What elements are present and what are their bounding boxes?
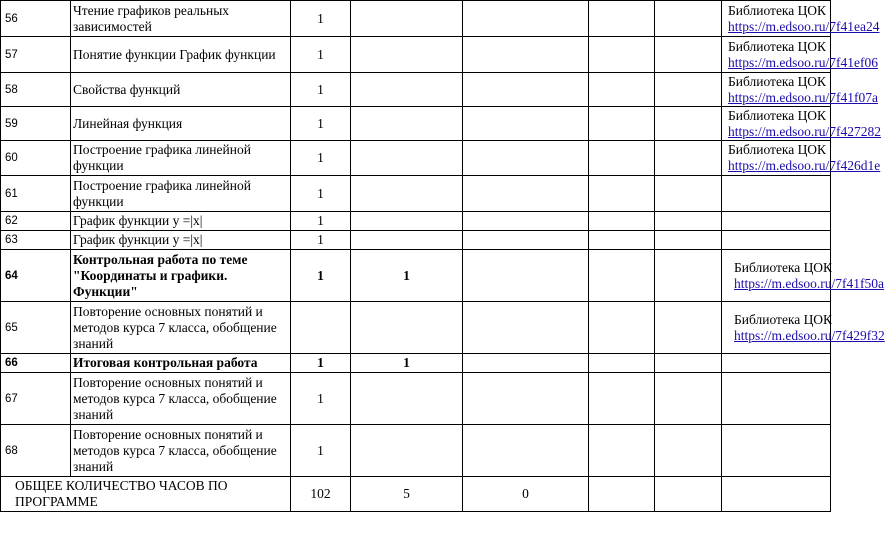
lesson-date	[589, 302, 655, 354]
lesson-number: 58	[1, 73, 71, 107]
total-label: ОБЩЕЕ КОЛИЧЕСТВО ЧАСОВ ПО ПРОГРАММЕ	[1, 477, 291, 512]
lesson-hours: 1	[291, 354, 351, 373]
lesson-hours	[291, 302, 351, 354]
lesson-practical	[463, 73, 589, 107]
lesson-date	[589, 212, 655, 231]
lesson-practical	[463, 425, 589, 477]
lesson-date	[655, 250, 722, 302]
lesson-date	[589, 176, 655, 212]
lesson-control	[351, 1, 463, 37]
lesson-date	[589, 250, 655, 302]
table-row	[1, 373, 831, 425]
resource-cell	[722, 250, 884, 302]
lesson-title: График функции y =|x|	[71, 212, 291, 231]
resource-cell	[722, 354, 831, 373]
lesson-title: Повторение основных понятий и методов курса 7 класса, обобщение знаний	[71, 425, 291, 477]
lesson-date	[589, 425, 655, 477]
lesson-number: 63	[1, 231, 71, 250]
resource-cell	[722, 212, 831, 231]
resource-link[interactable]: https://m.edsoo.ru/7f41f07a	[728, 89, 878, 105]
lesson-number: 59	[1, 107, 71, 141]
total-empty	[722, 477, 831, 512]
lesson-practical	[463, 250, 589, 302]
lesson-title: Повторение основных понятий и методов курса 7 класса, обобщение знаний	[71, 302, 291, 354]
lesson-control	[351, 176, 463, 212]
resource-cell	[722, 302, 885, 354]
lesson-number: 56	[1, 1, 71, 37]
total-empty	[655, 477, 722, 512]
lesson-control	[351, 107, 463, 141]
lesson-hours: 1	[291, 141, 351, 176]
resource-cell	[722, 176, 831, 212]
resource-cell	[722, 373, 831, 425]
resource-link[interactable]: https://m.edsoo.ru/7f41f50a	[734, 275, 884, 291]
total-empty	[589, 477, 655, 512]
lesson-date	[589, 231, 655, 250]
lesson-date	[655, 1, 722, 37]
lesson-title: Понятие функции График функции	[71, 37, 291, 73]
lesson-control	[351, 302, 463, 354]
lesson-date	[655, 176, 722, 212]
lesson-title: Построение графика линейной функции	[71, 176, 291, 212]
table-row	[1, 425, 831, 477]
lesson-control	[351, 37, 463, 73]
lesson-number: 66	[1, 354, 71, 373]
table-row	[1, 176, 831, 212]
lesson-title: Свойства функций	[71, 73, 291, 107]
lesson-number: 60	[1, 141, 71, 176]
table-row	[1, 1, 831, 37]
lesson-number: 57	[1, 37, 71, 73]
lesson-date	[589, 354, 655, 373]
resource-link[interactable]: https://m.edsoo.ru/7f41ea24	[728, 18, 880, 34]
resource-cell	[722, 425, 831, 477]
lesson-practical	[463, 373, 589, 425]
lesson-hours: 1	[291, 73, 351, 107]
lesson-practical	[463, 37, 589, 73]
lesson-control	[351, 212, 463, 231]
table-row	[1, 141, 831, 176]
lesson-date	[655, 373, 722, 425]
lesson-title: Линейная функция	[71, 107, 291, 141]
lesson-date	[655, 73, 722, 107]
lesson-practical	[463, 176, 589, 212]
lesson-hours: 1	[291, 212, 351, 231]
resource-cell	[722, 37, 878, 73]
lesson-hours: 1	[291, 176, 351, 212]
lesson-date	[655, 212, 722, 231]
library-label: Библиотека ЦОК	[734, 311, 832, 327]
lesson-date	[589, 1, 655, 37]
lesson-date	[589, 141, 655, 176]
resource-cell	[722, 73, 878, 107]
lesson-number: 62	[1, 212, 71, 231]
resource-link[interactable]: https://m.edsoo.ru/7f426d1e	[728, 158, 881, 173]
lesson-number: 65	[1, 302, 71, 354]
library-label: Библиотека ЦОК	[734, 259, 832, 275]
library-label: Библиотека ЦОК	[728, 38, 826, 54]
lesson-practical	[463, 231, 589, 250]
lesson-date	[655, 37, 722, 73]
lesson-date	[655, 354, 722, 373]
lesson-practical	[463, 354, 589, 373]
table-row	[1, 107, 831, 141]
total-control: 5	[351, 477, 463, 512]
lesson-control	[351, 141, 463, 176]
lesson-hours: 1	[291, 250, 351, 302]
lesson-hours: 1	[291, 231, 351, 250]
lesson-control: 1	[351, 250, 463, 302]
resource-link[interactable]: https://m.edsoo.ru/7f429f32	[734, 327, 885, 343]
lesson-practical	[463, 107, 589, 141]
table-row	[1, 302, 831, 354]
total-practical: 0	[463, 477, 589, 512]
lesson-title: Итоговая контрольная работа	[71, 354, 291, 373]
resource-cell	[722, 141, 881, 176]
library-label: Библиотека ЦОК	[728, 107, 826, 123]
lesson-hours: 1	[291, 37, 351, 73]
lesson-practical	[463, 141, 589, 176]
table-row	[1, 231, 831, 250]
total-hours: 102	[291, 477, 351, 512]
lesson-date	[589, 37, 655, 73]
lesson-date	[655, 107, 722, 141]
table-row	[1, 73, 831, 107]
lesson-hours: 1	[291, 1, 351, 37]
lesson-control	[351, 73, 463, 107]
lesson-number: 67	[1, 373, 71, 425]
lesson-control	[351, 373, 463, 425]
lesson-title: График функции y =|x|	[71, 231, 291, 250]
resource-cell	[722, 1, 880, 37]
lesson-number: 61	[1, 176, 71, 212]
lesson-practical	[463, 212, 589, 231]
lesson-hours: 1	[291, 373, 351, 425]
lesson-date	[655, 141, 722, 176]
table-row	[1, 250, 831, 302]
lesson-title: Контрольная работа по теме "Координаты и графики. Функции"	[71, 250, 291, 302]
lesson-control	[351, 231, 463, 250]
total-row	[1, 477, 831, 512]
lesson-hours: 1	[291, 107, 351, 141]
lesson-date	[589, 73, 655, 107]
library-label: Библиотека ЦОК	[728, 2, 826, 18]
resource-link[interactable]: https://m.edsoo.ru/7f427282	[728, 123, 881, 139]
lesson-date	[589, 107, 655, 141]
table-row	[1, 212, 831, 231]
lesson-control	[351, 425, 463, 477]
lesson-hours: 1	[291, 425, 351, 477]
lesson-number: 64	[1, 250, 71, 302]
lesson-title: Построение графика линейной функции	[71, 141, 291, 176]
lesson-number: 68	[1, 425, 71, 477]
resource-link[interactable]: https://m.edsoo.ru/7f41ef06	[728, 54, 878, 70]
table-row	[1, 37, 831, 73]
library-label: Библиотека ЦОК	[728, 73, 826, 89]
lesson-practical	[463, 302, 589, 354]
lesson-date	[589, 373, 655, 425]
lesson-title: Повторение основных понятий и методов курса 7 класса, обобщение знаний	[71, 373, 291, 425]
lesson-practical	[463, 1, 589, 37]
table-row	[1, 354, 831, 373]
lesson-title: Чтение графиков реальных зависимостей	[71, 1, 291, 37]
resource-cell	[722, 231, 831, 250]
lesson-date	[655, 302, 722, 354]
resource-cell	[722, 107, 881, 141]
lesson-date	[655, 425, 722, 477]
library-label: Библиотека ЦОК	[728, 142, 826, 157]
lesson-date	[655, 231, 722, 250]
lesson-control: 1	[351, 354, 463, 373]
